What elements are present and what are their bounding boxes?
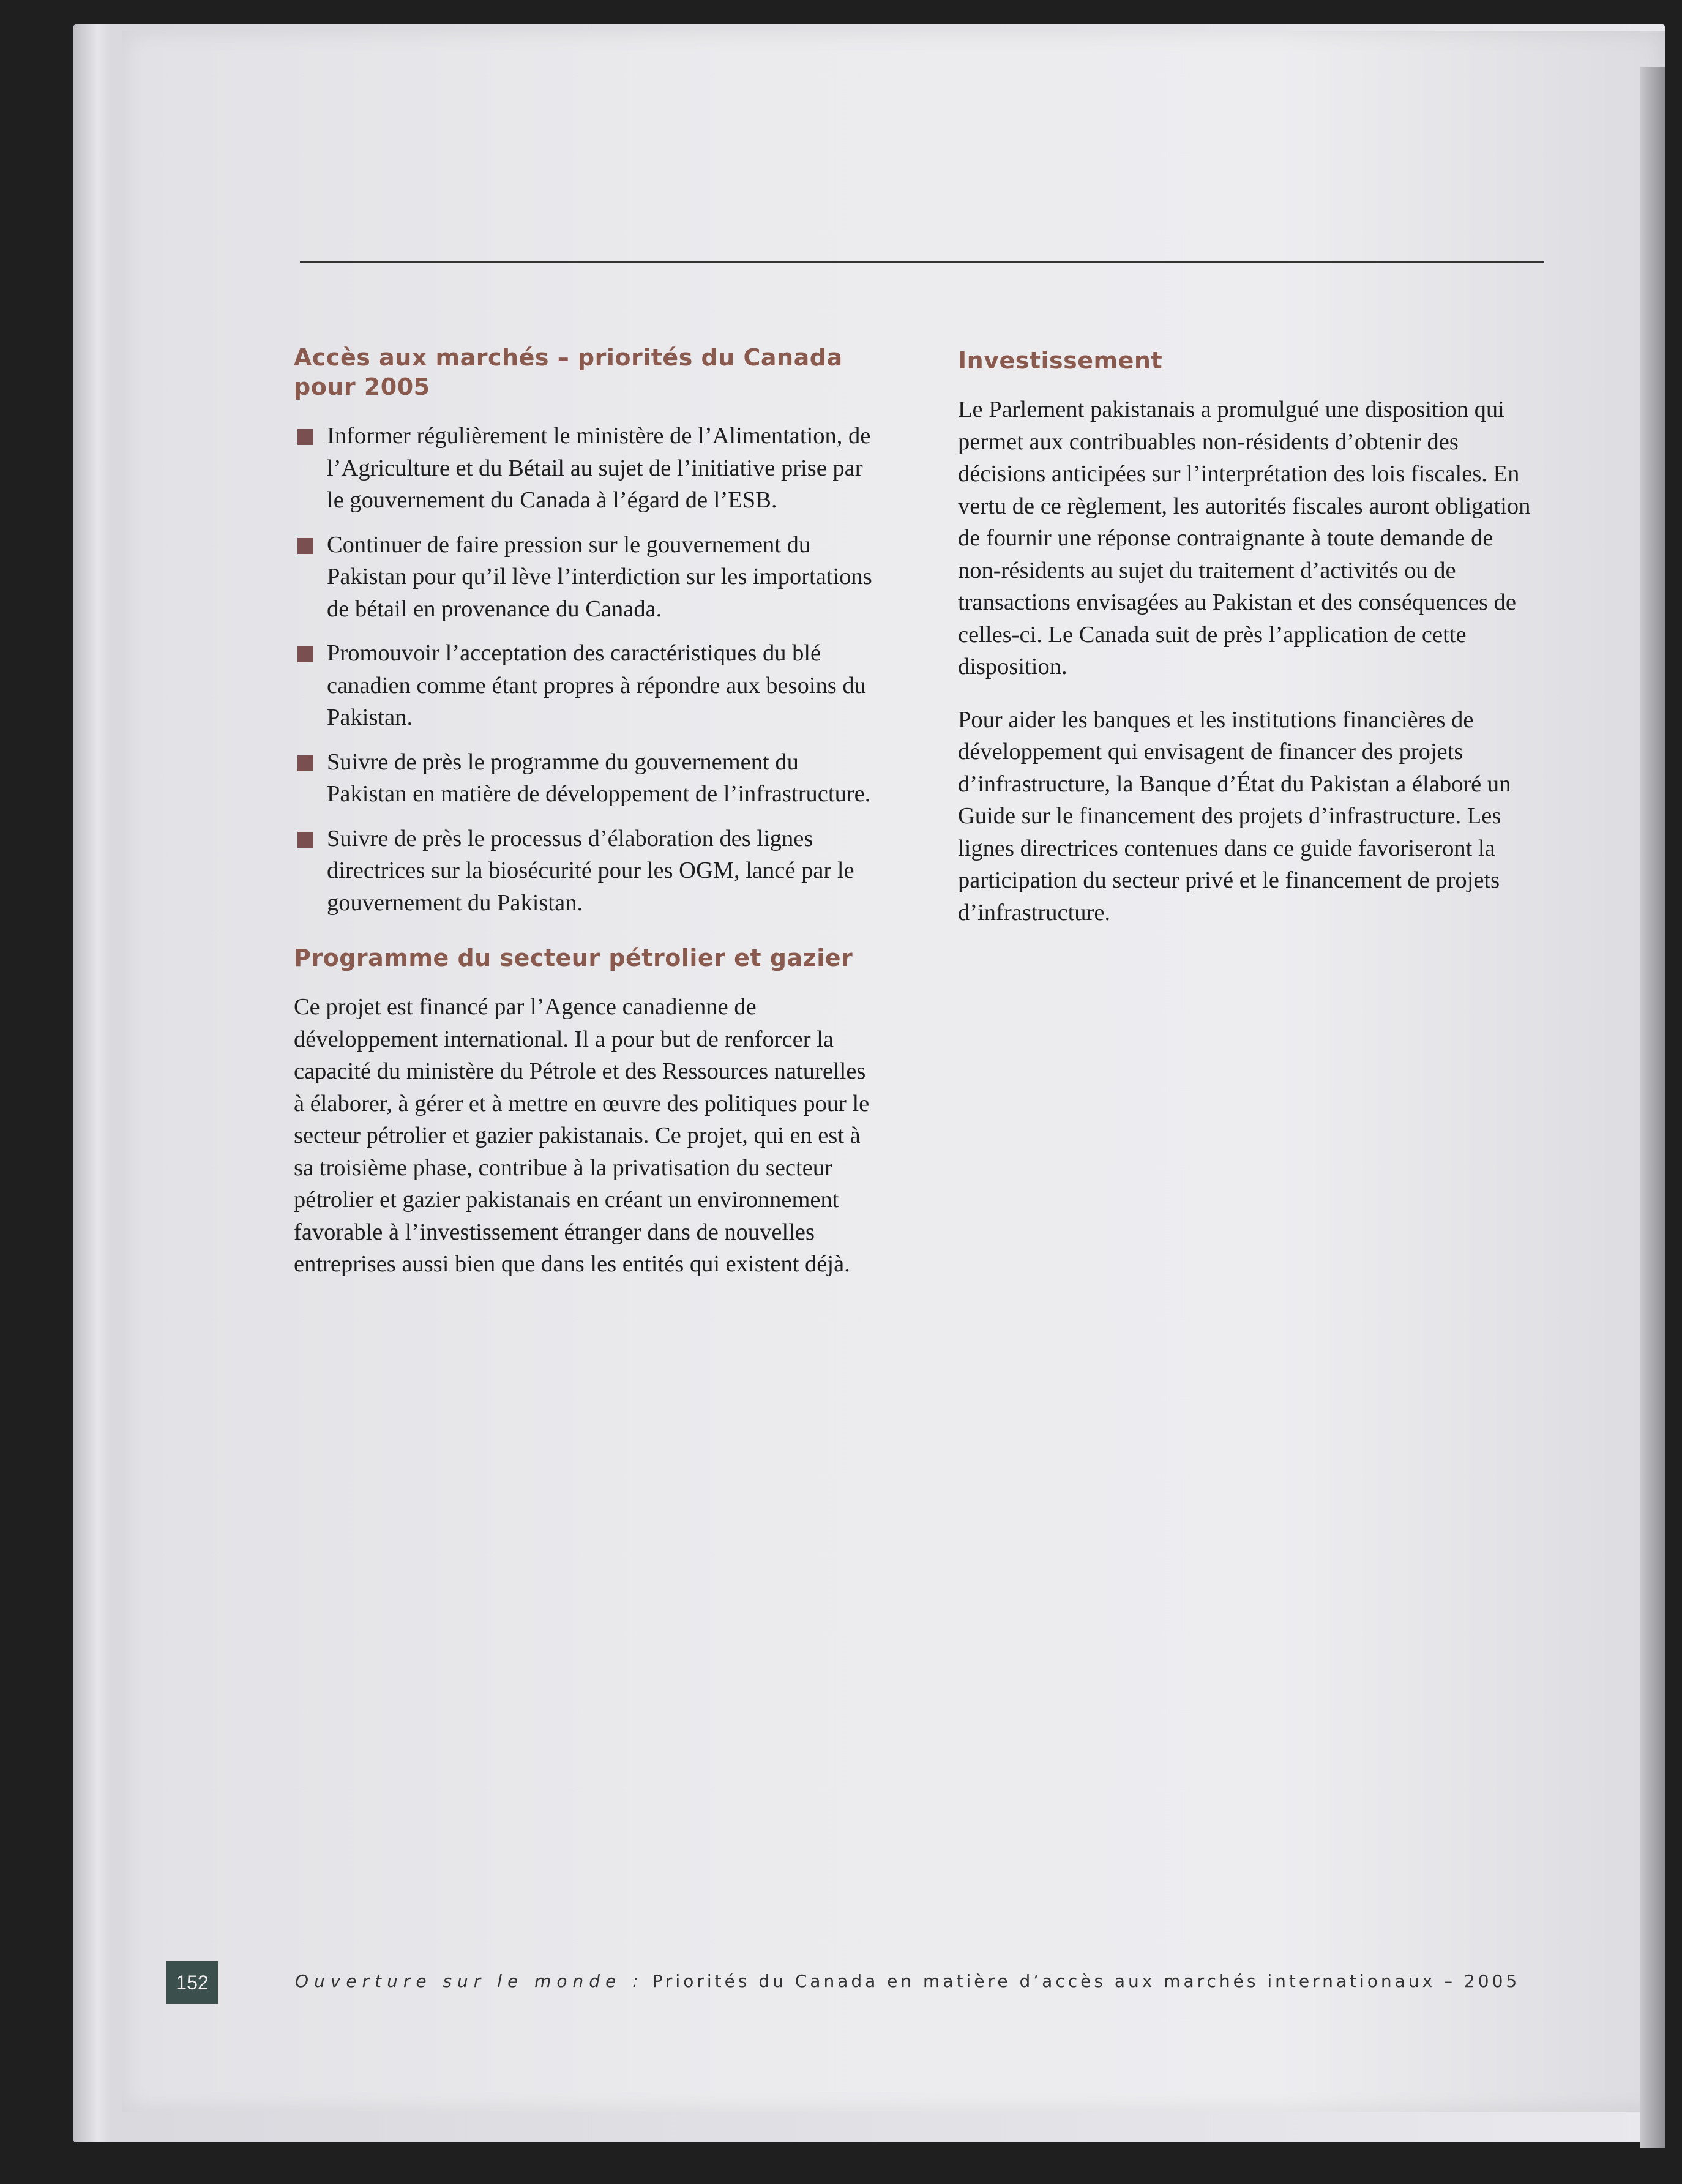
list-item <box>294 420 881 517</box>
list-item-text: Promouvoir l’acceptation des caractéristiques du blé canadien comme étant propres à répondre aux besoins du Pakistan. <box>327 640 866 730</box>
square-bullet-icon <box>297 429 313 445</box>
list-item <box>294 823 881 919</box>
square-bullet-icon <box>297 755 313 771</box>
investissement-paragraph-2: Pour aider les banques et les institutions financières de développement qui envisagent de financer des projets d’infrastructure, la Banque d’État du Pakistan a élaboré un Guide sur le financement des projets d’infrastructure. Les lignes directrices contenues dans ce guide favoriseront la participation du secteur privé et le financement de projets d’infrastructure. <box>958 706 1511 926</box>
page-footer <box>166 1961 1574 2004</box>
square-bullet-icon <box>297 646 313 662</box>
heading-acces-marches: Accès aux marchés – priorités du Canada pour 2005 <box>294 344 843 400</box>
footer-title <box>295 1971 1520 1991</box>
investissement-paragraph-1: Le Parlement pakistanais a promulgué une disposition qui permet aux contribuables non-résidents d’obtenir des décisions anticipées sur l’interprétation des lois fiscales. En vertu de ce règlement, les autorités fiscales auront obligation de fournir une réponse contraignante à toute demande de non-résidents au sujet du traitement d’activités ou de transactions envisagées au Pakistan et des conséquences de celles-ci. Le Canada suit de près l’application de cette disposition. <box>958 397 1531 679</box>
square-bullet-icon <box>297 832 313 848</box>
list-item-text: Informer régulièrement le ministère de l’Alimentation, de l’Agriculture et du Bétail au sujet de l’initiative prise par le gouvernement du Canada à l’égard de l’ESB. <box>327 423 871 513</box>
footer-title-rest: Priorités du Canada en matière d’accès aux marchés internationaux – 2005 <box>652 1971 1520 1991</box>
list-item <box>294 637 881 734</box>
heading-investissement: Investissement <box>958 347 1163 374</box>
page-number: 152 <box>166 1961 218 2004</box>
page-edge-shadow <box>1640 67 1665 2148</box>
priorities-list <box>294 420 881 919</box>
left-column <box>294 343 881 1301</box>
list-item-text: Suivre de près le processus d’élaboration des lignes directrices sur la biosécurité pour les OGM, lancé par le gouvernement du Pakistan. <box>327 825 854 916</box>
header-rule <box>300 261 1544 263</box>
list-item <box>294 529 881 626</box>
square-bullet-icon <box>297 538 313 554</box>
list-item <box>294 746 881 810</box>
list-item-text: Suivre de près le programme du gouvernement du Pakistan en matière de développement de l’infrastructure. <box>327 749 871 807</box>
list-item-text: Continuer de faire pression sur le gouvernement du Pakistan pour qu’il lève l’interdiction sur les importations de bétail en provenance du Canada. <box>327 531 872 622</box>
heading-programme-petrolier: Programme du secteur pétrolier et gazier <box>294 944 853 971</box>
right-column <box>958 346 1539 949</box>
petrole-paragraph: Ce projet est financé par l’Agence canadienne de développement international. Il a pour but de renforcer la capacité du ministère du Pétrole et des Ressources naturelles à élaborer, à gérer et à mettre en œuvre des politiques pour le secteur pétrolier et gazier pakistanais. Ce projet, qui en est à sa troisième phase, contribue à la privatisation du secteur pétrolier et gazier pakistanais en créant un environnement favorable à l’investissement étranger dans de nouvelles entreprises aussi bien que dans les entités qui existent déjà. <box>294 994 870 1277</box>
footer-title-italic: Ouverture sur le monde : <box>295 1971 644 1991</box>
